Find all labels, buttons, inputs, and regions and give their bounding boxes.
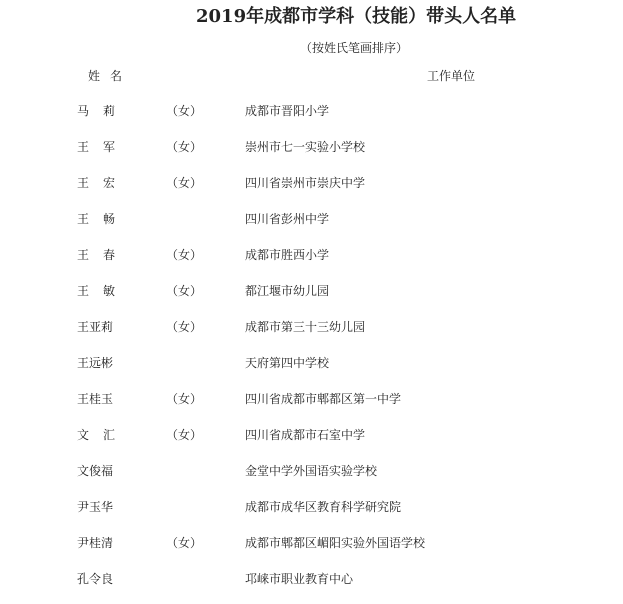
column-header-name: 姓名 bbox=[88, 69, 133, 83]
work-unit: 崇州市七一实验小学校 bbox=[245, 140, 366, 154]
list-row bbox=[0, 346, 623, 382]
list-row bbox=[0, 310, 623, 346]
gender-note: （女） bbox=[166, 284, 203, 298]
person-name: 王军 bbox=[77, 140, 130, 154]
person-name: 文俊福 bbox=[77, 464, 114, 478]
name-list bbox=[0, 94, 623, 598]
work-unit: 都江堰市幼儿园 bbox=[245, 284, 330, 298]
person-name: 王敏 bbox=[77, 284, 130, 298]
list-row bbox=[0, 274, 623, 310]
list-row bbox=[0, 238, 623, 274]
list-row bbox=[0, 130, 623, 166]
list-row bbox=[0, 202, 623, 238]
work-unit: 金堂中学外国语实验学校 bbox=[245, 464, 378, 478]
gender-note: （女） bbox=[166, 320, 203, 334]
list-row bbox=[0, 382, 623, 418]
person-name: 尹玉华 bbox=[77, 500, 114, 514]
person-name: 尹桂清 bbox=[77, 536, 114, 550]
person-name: 王桂玉 bbox=[77, 392, 114, 406]
column-header-unit: 工作单位 bbox=[427, 69, 476, 83]
work-unit: 成都市郫都区嵋阳实验外国语学校 bbox=[245, 536, 426, 550]
work-unit: 四川省成都市郫都区第一中学 bbox=[245, 392, 402, 406]
gender-note: （女） bbox=[166, 536, 203, 550]
list-row bbox=[0, 166, 623, 202]
work-unit: 成都市晋阳小学 bbox=[245, 104, 330, 118]
gender-note: （女） bbox=[166, 176, 203, 190]
work-unit: 邛崃市职业教育中心 bbox=[245, 572, 354, 586]
list-row bbox=[0, 562, 623, 598]
list-row bbox=[0, 490, 623, 526]
person-name: 王亚莉 bbox=[77, 320, 114, 334]
person-name: 王宏 bbox=[77, 176, 130, 190]
work-unit: 四川省成都市石室中学 bbox=[245, 428, 366, 442]
gender-note: （女） bbox=[166, 248, 203, 262]
work-unit: 四川省崇州市崇庆中学 bbox=[245, 176, 366, 190]
list-row bbox=[0, 454, 623, 490]
gender-note: （女） bbox=[166, 104, 203, 118]
work-unit: 成都市胜西小学 bbox=[245, 248, 330, 262]
person-name: 马莉 bbox=[77, 104, 130, 118]
document-title: 2019年成都市学科（技能）带头人名单 bbox=[196, 6, 517, 27]
work-unit: 成都市成华区教育科学研究院 bbox=[245, 500, 402, 514]
list-row bbox=[0, 418, 623, 454]
list-row bbox=[0, 94, 623, 130]
person-name: 王远彬 bbox=[77, 356, 114, 370]
work-unit: 成都市第三十三幼儿园 bbox=[245, 320, 366, 334]
person-name: 文汇 bbox=[77, 428, 130, 442]
gender-note: （女） bbox=[166, 428, 203, 442]
person-name: 孔令良 bbox=[77, 572, 114, 586]
list-row bbox=[0, 526, 623, 562]
person-name: 王畅 bbox=[77, 212, 130, 226]
gender-note: （女） bbox=[166, 140, 203, 154]
gender-note: （女） bbox=[166, 392, 203, 406]
person-name: 王春 bbox=[77, 248, 130, 262]
document-subtitle: （按姓氏笔画排序） bbox=[300, 41, 409, 55]
work-unit: 四川省彭州中学 bbox=[245, 212, 330, 226]
work-unit: 天府第四中学校 bbox=[245, 356, 330, 370]
